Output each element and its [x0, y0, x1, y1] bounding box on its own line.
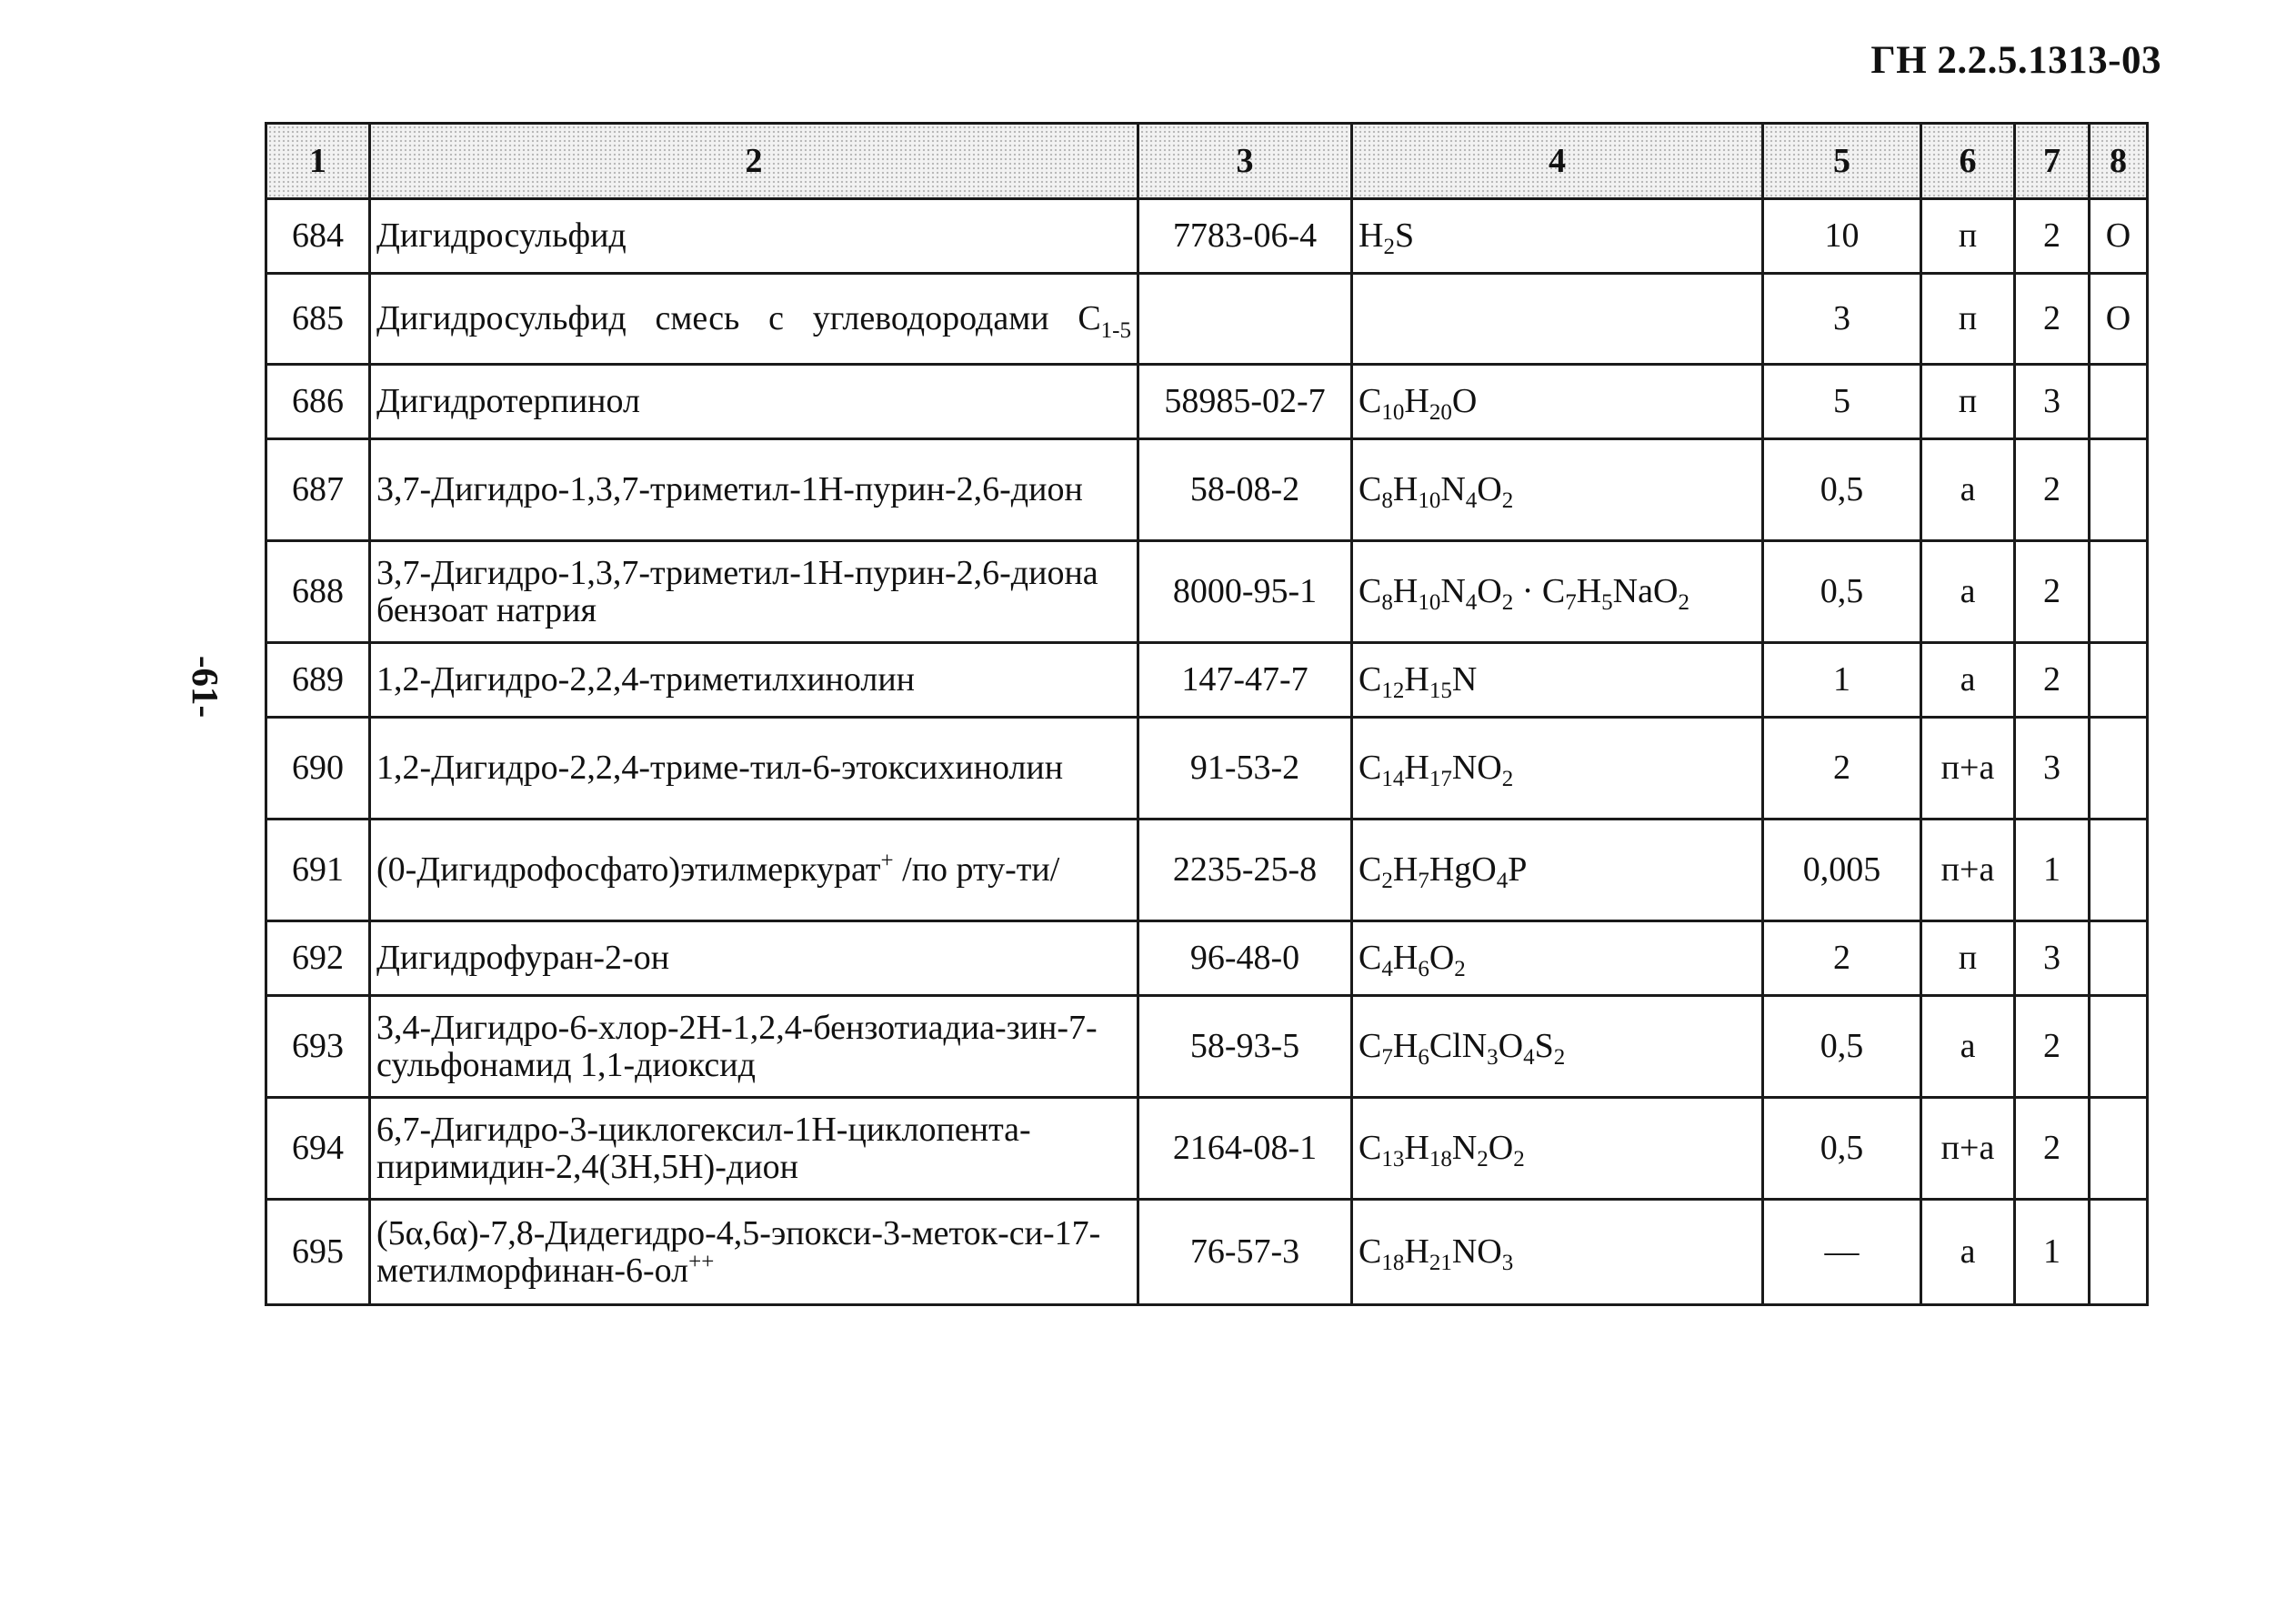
substance-number: 691 — [266, 820, 370, 921]
table-row — [266, 541, 2148, 643]
note-mark — [2090, 921, 2148, 996]
aggregate-state: а — [1921, 996, 2015, 1098]
note-mark — [2090, 439, 2148, 541]
chemical-formula: $C_2H_7HgO_4P$ — [1352, 820, 1763, 921]
substance-number: 694 — [266, 1098, 370, 1200]
hazard-class: 2 — [2015, 199, 2090, 274]
document-code: ГН 2.2.5.1313-03 — [1870, 39, 2161, 82]
table-row — [266, 199, 2148, 274]
header-cell: 7 — [2015, 124, 2090, 199]
substance-number: 695 — [266, 1200, 370, 1305]
aggregate-state: п — [1921, 274, 2015, 365]
table-row — [266, 1098, 2148, 1200]
header-cell: 2 — [370, 124, 1138, 199]
table-row — [266, 921, 2148, 996]
chemical-formula: $C_{10}H_{20}O$ — [1352, 365, 1763, 439]
header-cell: 6 — [1921, 124, 2015, 199]
aggregate-state: п — [1921, 921, 2015, 996]
max-concentration: 0,5 — [1763, 1098, 1921, 1200]
aggregate-state: п — [1921, 199, 2015, 274]
aggregate-state: а — [1921, 541, 2015, 643]
substance-number: 690 — [266, 718, 370, 820]
hazard-class: 1 — [2015, 820, 2090, 921]
max-concentration: 2 — [1763, 921, 1921, 996]
substance-name: 1,2-Дигидро-2,2,4-триме-тил-6-этоксихинолин — [370, 718, 1138, 820]
substance-name: Дигидросульфид — [370, 199, 1138, 274]
chemical-formula: $C_8H_{10}N_4O_2$ — [1352, 439, 1763, 541]
substance-name: 1,2-Дигидро-2,2,4-триметилхинолин — [370, 643, 1138, 718]
hazard-class: 3 — [2015, 921, 2090, 996]
cas-number: 76-57-3 — [1138, 1200, 1352, 1305]
substance-name: 3,7-Дигидро-1,3,7-триметил-1Н-пурин-2,6-диона бензоат натрия — [370, 541, 1138, 643]
aggregate-state: а — [1921, 439, 2015, 541]
cas-number: 96-48-0 — [1138, 921, 1352, 996]
table-row — [266, 1200, 2148, 1305]
max-concentration: 2 — [1763, 718, 1921, 820]
hazard-class: 3 — [2015, 718, 2090, 820]
max-concentration: 3 — [1763, 274, 1921, 365]
substance-name: 3,7-Дигидро-1,3,7-триметил-1Н-пурин-2,6-дион — [370, 439, 1138, 541]
table-row — [266, 718, 2148, 820]
table-row — [266, 643, 2148, 718]
cas-number: 58-93-5 — [1138, 996, 1352, 1098]
chemical-formula: $C_4H_6O_2$ — [1352, 921, 1763, 996]
substance-name: (0-Дигидрофосфато)этилмеркурат+ /по рту-ти/ — [370, 820, 1138, 921]
cas-number: 58985-02-7 — [1138, 365, 1352, 439]
max-concentration: — — [1763, 1200, 1921, 1305]
note-mark — [2090, 1200, 2148, 1305]
cas-number: 58-08-2 — [1138, 439, 1352, 541]
header-cell: 3 — [1138, 124, 1352, 199]
substance-number: 693 — [266, 996, 370, 1098]
max-concentration: 0,5 — [1763, 996, 1921, 1098]
substance-number: 688 — [266, 541, 370, 643]
substance-number: 692 — [266, 921, 370, 996]
substance-number: 685 — [266, 274, 370, 365]
hazard-class: 2 — [2015, 1098, 2090, 1200]
note-mark — [2090, 820, 2148, 921]
note-mark — [2090, 365, 2148, 439]
table-row — [266, 439, 2148, 541]
aggregate-state: п — [1921, 365, 2015, 439]
note-mark — [2090, 541, 2148, 643]
max-concentration: 0,5 — [1763, 439, 1921, 541]
aggregate-state: а — [1921, 643, 2015, 718]
substance-name: 6,7-Дигидро-3-циклогексил-1Н-циклопента-пиримидин-2,4(3Н,5Н)-дион — [370, 1098, 1138, 1200]
substance-number: 687 — [266, 439, 370, 541]
cas-number: 8000-95-1 — [1138, 541, 1352, 643]
table-body — [266, 199, 2148, 1305]
max-concentration: 1 — [1763, 643, 1921, 718]
header-cell: 1 — [266, 124, 370, 199]
substances-table — [265, 122, 2149, 1306]
max-concentration: 0,5 — [1763, 541, 1921, 643]
chemical-formula: $C_7H_6ClN_3O_4S_2$ — [1352, 996, 1763, 1098]
max-concentration: 0,005 — [1763, 820, 1921, 921]
table-row — [266, 274, 2148, 365]
note-mark: О — [2090, 274, 2148, 365]
header-cell: 5 — [1763, 124, 1921, 199]
max-concentration: 5 — [1763, 365, 1921, 439]
note-mark — [2090, 643, 2148, 718]
substance-name: Дигидросульфид смесь с углеводородами $C_{1-5}$ — [370, 274, 1138, 365]
chemical-formula: $H_2S$ — [1352, 199, 1763, 274]
chemical-formula — [1352, 274, 1763, 365]
chemical-formula: $C_{14}H_{17}NO_2$ — [1352, 718, 1763, 820]
chemical-formula: $C_8H_{10}N_4O_2 \cdot C_7H_5NaO_2$ — [1352, 541, 1763, 643]
cas-number: 147-47-7 — [1138, 643, 1352, 718]
cas-number: 2235-25-8 — [1138, 820, 1352, 921]
aggregate-state: п+а — [1921, 718, 2015, 820]
note-mark — [2090, 996, 2148, 1098]
page-number: -61- — [185, 655, 226, 719]
substance-number: 686 — [266, 365, 370, 439]
table-row — [266, 820, 2148, 921]
note-mark — [2090, 1098, 2148, 1200]
header-cell: 4 — [1352, 124, 1763, 199]
chemical-formula: $C_{12}H_{15}N$ — [1352, 643, 1763, 718]
chemical-formula: $C_{13}H_{18}N_2O_2$ — [1352, 1098, 1763, 1200]
substance-number: 684 — [266, 199, 370, 274]
table-row — [266, 996, 2148, 1098]
hazard-class: 3 — [2015, 365, 2090, 439]
cas-number: 7783-06-4 — [1138, 199, 1352, 274]
substance-number: 689 — [266, 643, 370, 718]
chemical-formula: $C_{18}H_{21}NO_3$ — [1352, 1200, 1763, 1305]
substance-name: Дигидротерпинол — [370, 365, 1138, 439]
substance-name: (5α,6α)-7,8-Дидегидро-4,5-эпокси-3-меток-си-17-метилморфинан-6-ол++ — [370, 1200, 1138, 1305]
aggregate-state: п+а — [1921, 1098, 2015, 1200]
substance-name: Дигидрофуран-2-он — [370, 921, 1138, 996]
table-header-row — [266, 124, 2148, 199]
hazard-class: 2 — [2015, 643, 2090, 718]
hazard-class: 2 — [2015, 274, 2090, 365]
hazard-class: 1 — [2015, 1200, 2090, 1305]
cas-number: 2164-08-1 — [1138, 1098, 1352, 1200]
table-row — [266, 365, 2148, 439]
hazard-class: 2 — [2015, 541, 2090, 643]
header-cell: 8 — [2090, 124, 2148, 199]
note-mark — [2090, 718, 2148, 820]
hazard-class: 2 — [2015, 996, 2090, 1098]
aggregate-state: п+а — [1921, 820, 2015, 921]
aggregate-state: а — [1921, 1200, 2015, 1305]
hazard-class: 2 — [2015, 439, 2090, 541]
cas-number — [1138, 274, 1352, 365]
cas-number: 91-53-2 — [1138, 718, 1352, 820]
note-mark: О — [2090, 199, 2148, 274]
max-concentration: 10 — [1763, 199, 1921, 274]
substance-name: 3,4-Дигидро-6-хлор-2Н-1,2,4-бензотиадиа-зин-7-сульфонамид 1,1-диоксид — [370, 996, 1138, 1098]
